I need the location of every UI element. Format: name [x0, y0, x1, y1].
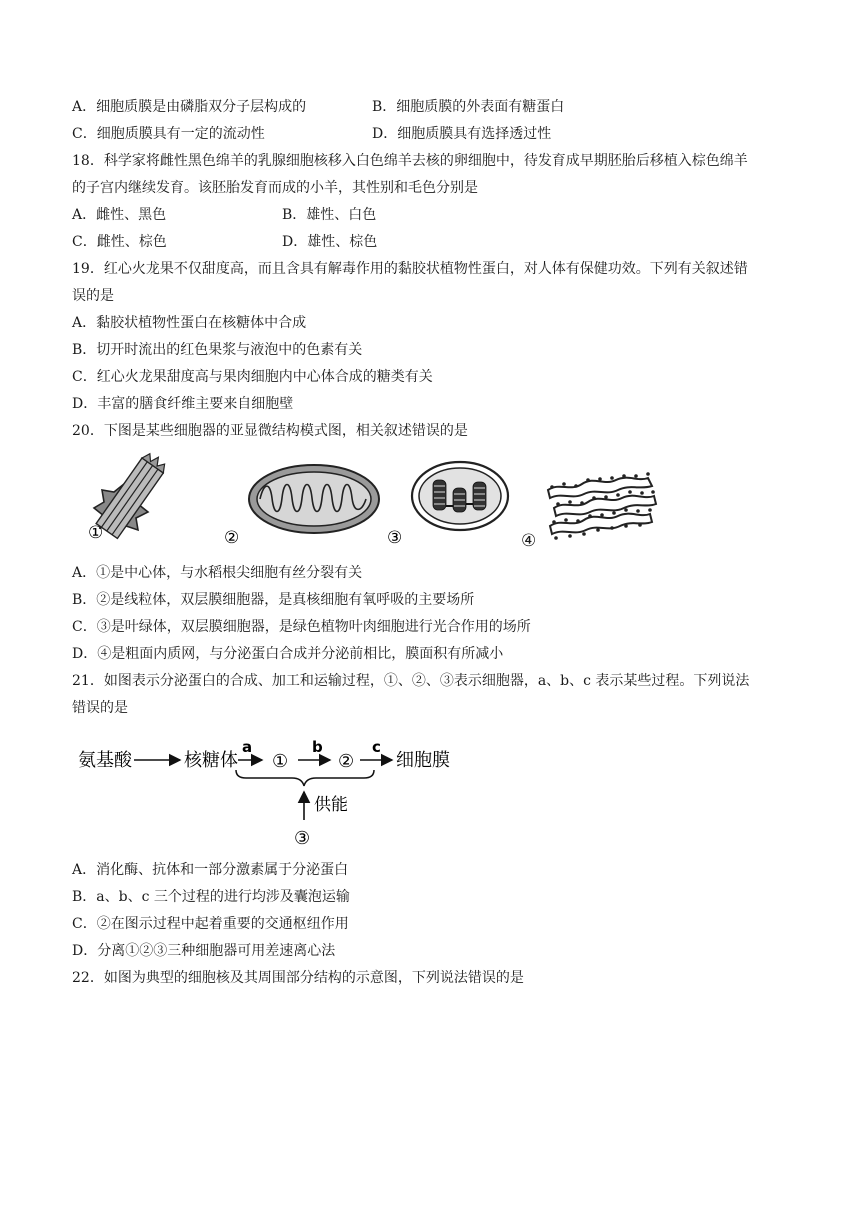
- organelle-figure-svg: [82, 448, 532, 556]
- diagram-ribosome: 核糖体: [184, 750, 238, 771]
- q20-option-d: D．④是粗面内质网，与分泌蛋白合成并分泌前相比，膜面积有所减小: [72, 646, 504, 662]
- rough-er-figure: [540, 470, 670, 554]
- rough-er-svg: [540, 470, 670, 554]
- diagram-energy-label: 供能: [314, 795, 348, 815]
- q19-option-c: C．红心火龙果甜度高与果肉细胞内中心体合成的糖类有关: [72, 369, 433, 385]
- chloroplast-drawing: [412, 462, 508, 530]
- q20-option-c: C．③是叶绿体，双层膜细胞器，是绿色植物叶肉细胞进行光合作用的场所: [72, 619, 531, 635]
- q21-option-a: A．消化酶、抗体和一部分激素属于分泌蛋白: [72, 862, 349, 878]
- q18-option-a: A．雌性、黑色: [72, 207, 167, 223]
- diagram-organelle-2: ②: [338, 751, 355, 772]
- q19-option-b: B．切开时流出的红色果浆与液泡中的色素有关: [72, 342, 363, 358]
- energy-brace: [236, 770, 374, 786]
- centriole-drawing: [94, 450, 169, 539]
- q19-option-d: D．丰富的膳食纤维主要来自细胞壁: [72, 396, 294, 412]
- q21-option-c: C．②在图示过程中起着重要的交通枢纽作用: [72, 916, 349, 932]
- figure-label-4: ④: [521, 531, 537, 551]
- q18-option-c: C．雌性、棕色: [72, 234, 167, 250]
- diagram-amino-acid: 氨基酸: [78, 750, 132, 771]
- q21-stem-line2: 错误的是: [72, 700, 128, 716]
- diagram-organelle-1: ①: [272, 751, 289, 772]
- q19-stem-line2: 误的是: [72, 288, 114, 304]
- secretory-process-svg: [76, 732, 466, 850]
- q17-option-d: D．细胞质膜具有选择透过性: [372, 126, 552, 142]
- mitochondrion-drawing: [249, 465, 379, 533]
- q19-option-a: A．黏胶状植物性蛋白在核糖体中合成: [72, 315, 307, 331]
- q20-option-a: A．①是中心体，与水稻根尖细胞有丝分裂有关: [72, 565, 363, 581]
- secretory-process-diagram: [76, 732, 466, 850]
- q22-stem: 22．如图为典型的细胞核及其周围部分结构的示意图，下列说法错误的是: [72, 970, 524, 986]
- diagram-membrane: 细胞膜: [396, 750, 450, 771]
- process-c-label: c: [372, 738, 381, 756]
- q18-option-d: D．雄性、棕色: [282, 234, 378, 250]
- q21-option-b: B．a、b、c 三个过程的进行均涉及囊泡运输: [72, 889, 350, 905]
- process-a-label: a: [242, 738, 253, 756]
- figure-label-2: ②: [224, 528, 240, 548]
- q17-option-a: A．细胞质膜是由磷脂双分子层构成的: [72, 99, 307, 115]
- q20-stem: 20．下图是某些细胞器的亚显微结构模式图，相关叙述错误的是: [72, 423, 468, 439]
- q17-option-b: B．细胞质膜的外表面有糖蛋白: [372, 99, 565, 115]
- figure-label-3: ③: [387, 528, 403, 548]
- organelle-figure: [82, 448, 532, 556]
- diagram-organelle-3: ③: [294, 828, 311, 849]
- q17-option-c: C．细胞质膜具有一定的流动性: [72, 126, 265, 142]
- q19-stem-line1: 19．红心火龙果不仅甜度高，而且含具有解毒作用的黏胶状植物性蛋白，对人体有保健功效。下列有关叙述错: [72, 261, 748, 277]
- figure-label-1: ①: [88, 523, 104, 543]
- q20-option-b: B．②是线粒体，双层膜细胞器，是真核细胞有氧呼吸的主要场所: [72, 592, 475, 608]
- q21-stem-line1: 21．如图表示分泌蛋白的合成、加工和运输过程，①、②、③表示细胞器，a、b、c 表示某些过程。下列说法: [72, 673, 750, 689]
- process-b-label: b: [312, 738, 323, 756]
- q18-stem-line1: 18．科学家将雌性黑色绵羊的乳腺细胞核移入白色绵羊去核的卵细胞中，待发育成早期胚胎后移植入棕色绵羊: [72, 153, 748, 169]
- q21-option-d: D．分离①②③三种细胞器可用差速离心法: [72, 943, 336, 959]
- q18-stem-line2: 的子宫内继续发育。该胚胎发育而成的小羊，其性别和毛色分别是: [72, 180, 478, 196]
- q18-option-b: B．雄性、白色: [282, 207, 377, 223]
